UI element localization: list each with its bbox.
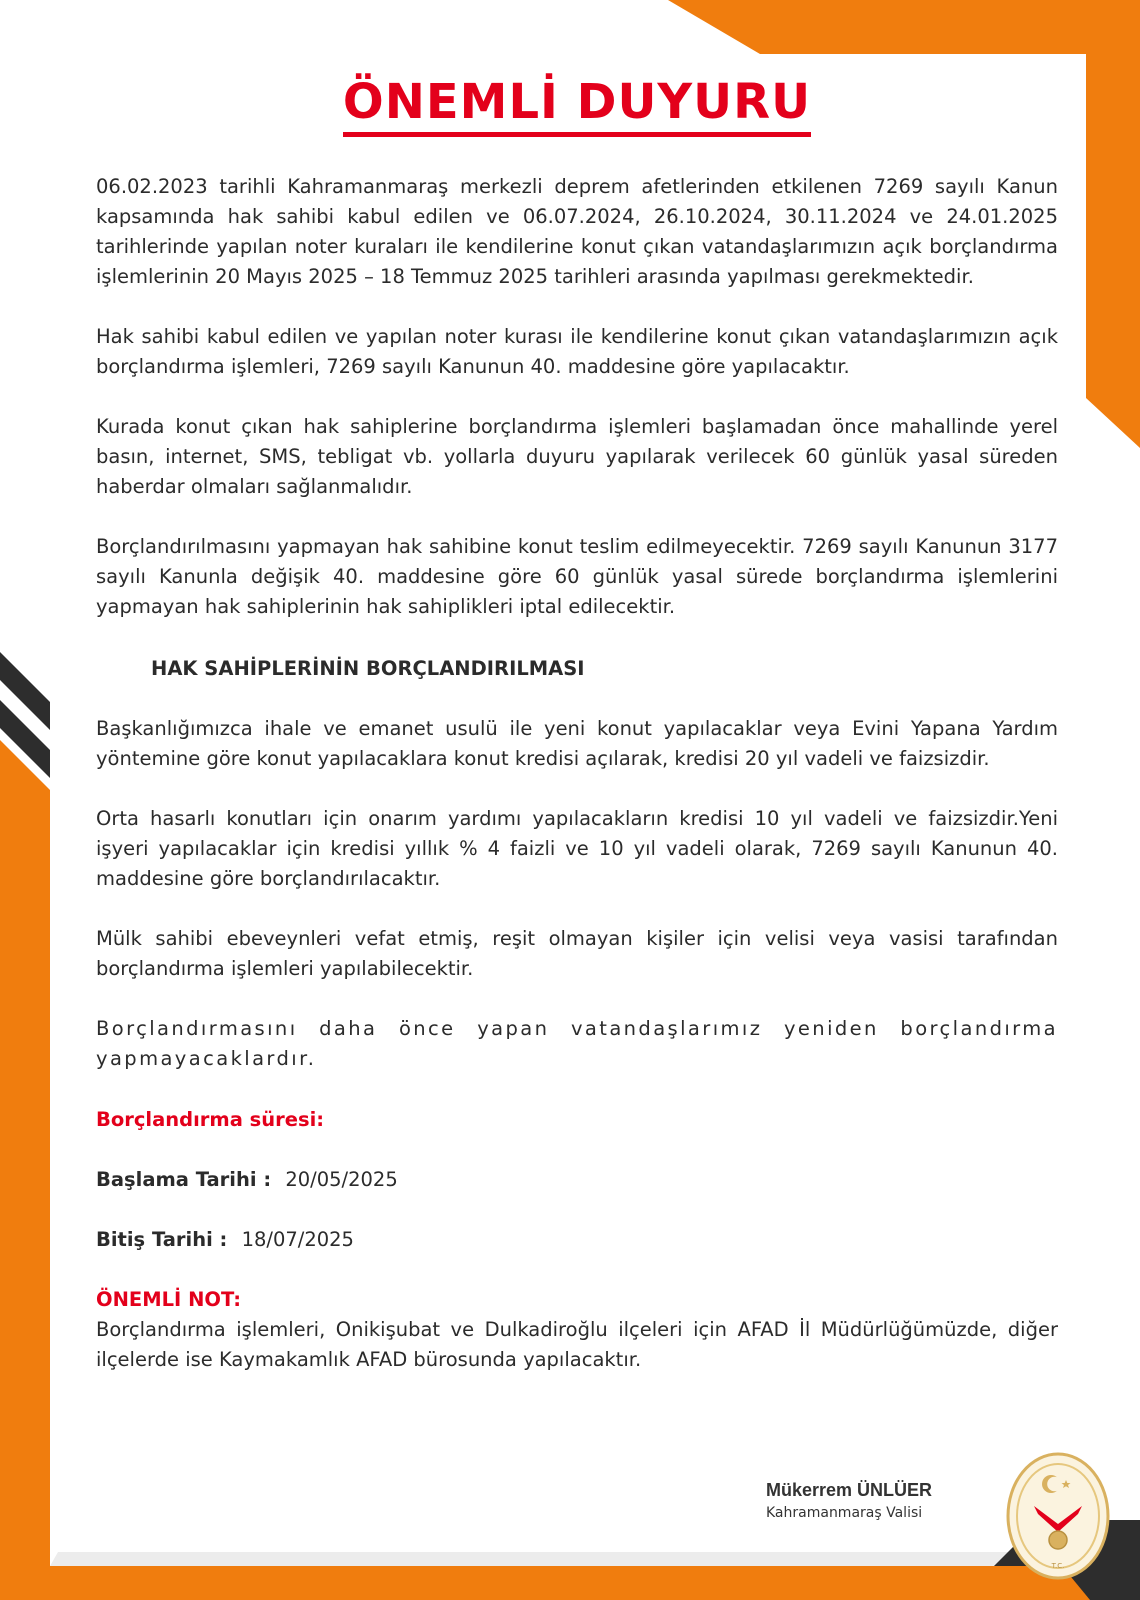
start-date-label: Başlama Tarihi : bbox=[96, 1168, 272, 1191]
note-text: Borçlandırma işlemleri, Onikişubat ve Dulkadiroğlu ilçeleri için AFAD İl Müdürlüğümüzde, diğer ilçelerde ise Kaymakamlık AFAD bürosunda yapılacaktır. bbox=[96, 1318, 1058, 1371]
paragraph-credit-terms: Başkanlığımızca ihale ve emanet usulü ile yeni konut yapılacaklar veya Evini Yapana Yardım yöntemine göre konut yapılacaklara konut kredisi açılarak, kredisi 20 yıl vadeli ve faizsizdir. bbox=[96, 717, 1058, 770]
end-date-row bbox=[96, 1225, 1058, 1255]
section-heading: HAK SAHİPLERİNİN BORÇLANDIRILMASI bbox=[151, 657, 585, 680]
signatory-name: Mükerrem ÜNLÜER bbox=[766, 1480, 933, 1500]
paragraph-guardian: Mülk sahibi ebeveynleri vefat etmiş, reşit olmayan kişiler için velisi veya vasisi tarafından borçlandırma işlemleri yapılabilecektir. bbox=[96, 927, 1058, 980]
end-date-value: 18/07/2025 bbox=[241, 1228, 354, 1251]
paragraph-no-repeat: Borçlandırmasını daha önce yapan vatandaşlarımız yeniden borçlandırma yapmayacaklardır. bbox=[96, 1017, 1058, 1070]
start-date-value: 20/05/2025 bbox=[285, 1168, 398, 1191]
bottom-orange-band bbox=[0, 1566, 1090, 1600]
emblem-abbrev: T.C. bbox=[1051, 1562, 1065, 1570]
period-heading: Borçlandırma süresi: bbox=[96, 1108, 325, 1131]
signature-block bbox=[766, 1480, 932, 1521]
bottom-gray-band bbox=[50, 1552, 1010, 1566]
note-heading: ÖNEMLİ NOT: bbox=[96, 1288, 242, 1311]
paragraph-notification: Kurada konut çıkan hak sahiplerine borçlandırma işlemleri başlamadan önce mahallinde yerel basın, internet, SMS, tebligat vb. yollarla duyuru yapılarak verilecek 60 günlük yasal süreden haberdar olmaları sağlanmalıdır. bbox=[96, 415, 1058, 498]
paragraph-intro: 06.02.2023 tarihli Kahramanmaraş merkezli deprem afetlerinden etkilenen 7269 sayılı Kanun kapsamında hak sahibi kabul edilen ve 06.07.2024, 26.10.2024, 30.11.2024 ve 24.01.2025 tarihlerinde yapılan noter kuraları ile kendilerine konut çıkan vatandaşlarımızın açık borçlandırma işlemlerinin 20 Mayıs 2025 – 18 Temmuz 2025 tarihleri arasında yapılması gerekmektedir. bbox=[96, 175, 1058, 288]
start-date-row bbox=[96, 1165, 1058, 1195]
governorship-emblem-icon bbox=[1006, 1452, 1110, 1580]
page-title: ÖNEMLİ DUYURU bbox=[343, 74, 811, 137]
signatory-title: Kahramanmaraş Valisi bbox=[766, 1505, 923, 1521]
announcement-body bbox=[96, 172, 1058, 1375]
paragraph-cancellation: Borçlandırılmasını yapmayan hak sahibine konut teslim edilmeyecektir. 7269 sayılı Kanunun 3177 sayılı Kanunla değişik 40. maddesine göre 60 günlük yasal sürede borçlandırma işlemlerini yapmayan hak sahiplerinin hak sahiplikleri iptal edilecektir. bbox=[96, 535, 1058, 618]
end-date-label: Bitiş Tarihi : bbox=[96, 1228, 228, 1251]
paragraph-legal-basis: Hak sahibi kabul edilen ve yapılan noter kurası ile kendilerine konut çıkan vatandaşlarımızın açık borçlandırma işlemleri, 7269 sayılı Kanunun 40. maddesine göre yapılacaktır. bbox=[96, 325, 1058, 378]
left-orange-band bbox=[0, 740, 50, 1600]
paragraph-repair-credit: Orta hasarlı konutları için onarım yardımı yapılacakların kredisi 10 yıl vadeli ve faizsizdir.Yeni işyeri yapılacaklar için kredisi yıllık % 4 faizli ve 10 yıl vadeli olarak, 7269 sayılı Kanunun 40. maddesine göre borçlandırılacaktır. bbox=[96, 807, 1058, 890]
